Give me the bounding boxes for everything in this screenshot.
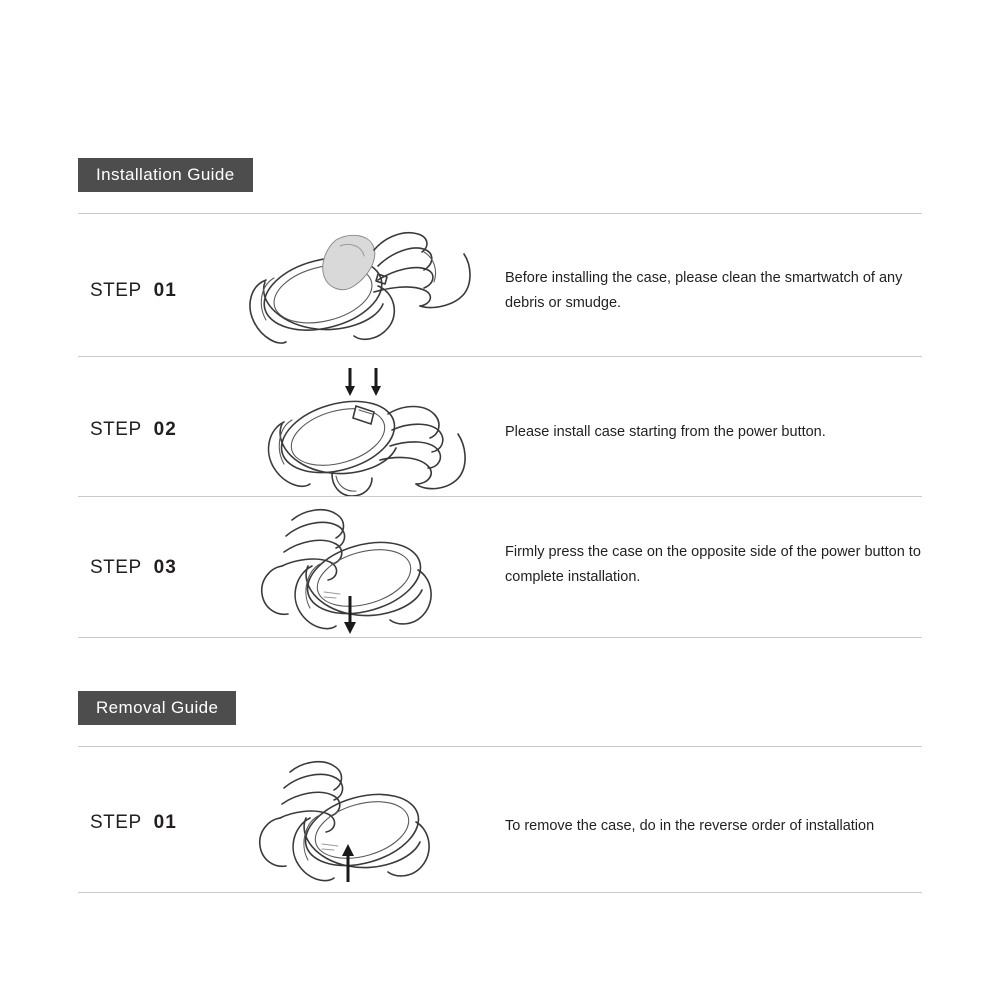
- step-word: STEP: [90, 419, 142, 440]
- divider: [78, 637, 922, 638]
- step-illustration: [228, 504, 478, 641]
- step-number: 03: [153, 557, 177, 578]
- divider: [78, 356, 922, 357]
- divider: [78, 496, 922, 497]
- step-word: STEP: [90, 557, 142, 578]
- divider: [78, 213, 922, 214]
- step-label: [90, 280, 177, 302]
- step-description: Firmly press the case on the opposite side of the power button to complete installation.: [505, 544, 921, 586]
- step-number: 02: [153, 419, 177, 440]
- step-number: 01: [153, 812, 177, 833]
- step-row: [78, 358, 922, 496]
- step-label: [90, 557, 177, 579]
- step-row: [78, 752, 922, 892]
- up-arrow-icon: [342, 844, 354, 882]
- step-illustration: [228, 362, 478, 500]
- divider: [78, 746, 922, 747]
- step-row: [78, 500, 922, 637]
- step-label: [90, 812, 177, 834]
- step-number: 01: [153, 280, 177, 301]
- step-description: To remove the case, do in the reverse order of installation: [505, 818, 875, 834]
- step-word: STEP: [90, 812, 142, 833]
- down-arrow-icon: [345, 368, 381, 396]
- divider: [78, 892, 922, 893]
- step-label: [90, 419, 177, 441]
- step-row: [78, 220, 922, 356]
- section-heading-installation: Installation Guide: [78, 158, 253, 192]
- step-word: STEP: [90, 280, 142, 301]
- step-illustration: [228, 222, 478, 358]
- step-description: Before installing the case, please clean the smartwatch of any debris or smudge.: [505, 270, 903, 312]
- step-description: Please install case starting from the power button.: [505, 424, 826, 440]
- section-heading-removal: Removal Guide: [78, 691, 236, 725]
- step-illustration: [228, 758, 478, 890]
